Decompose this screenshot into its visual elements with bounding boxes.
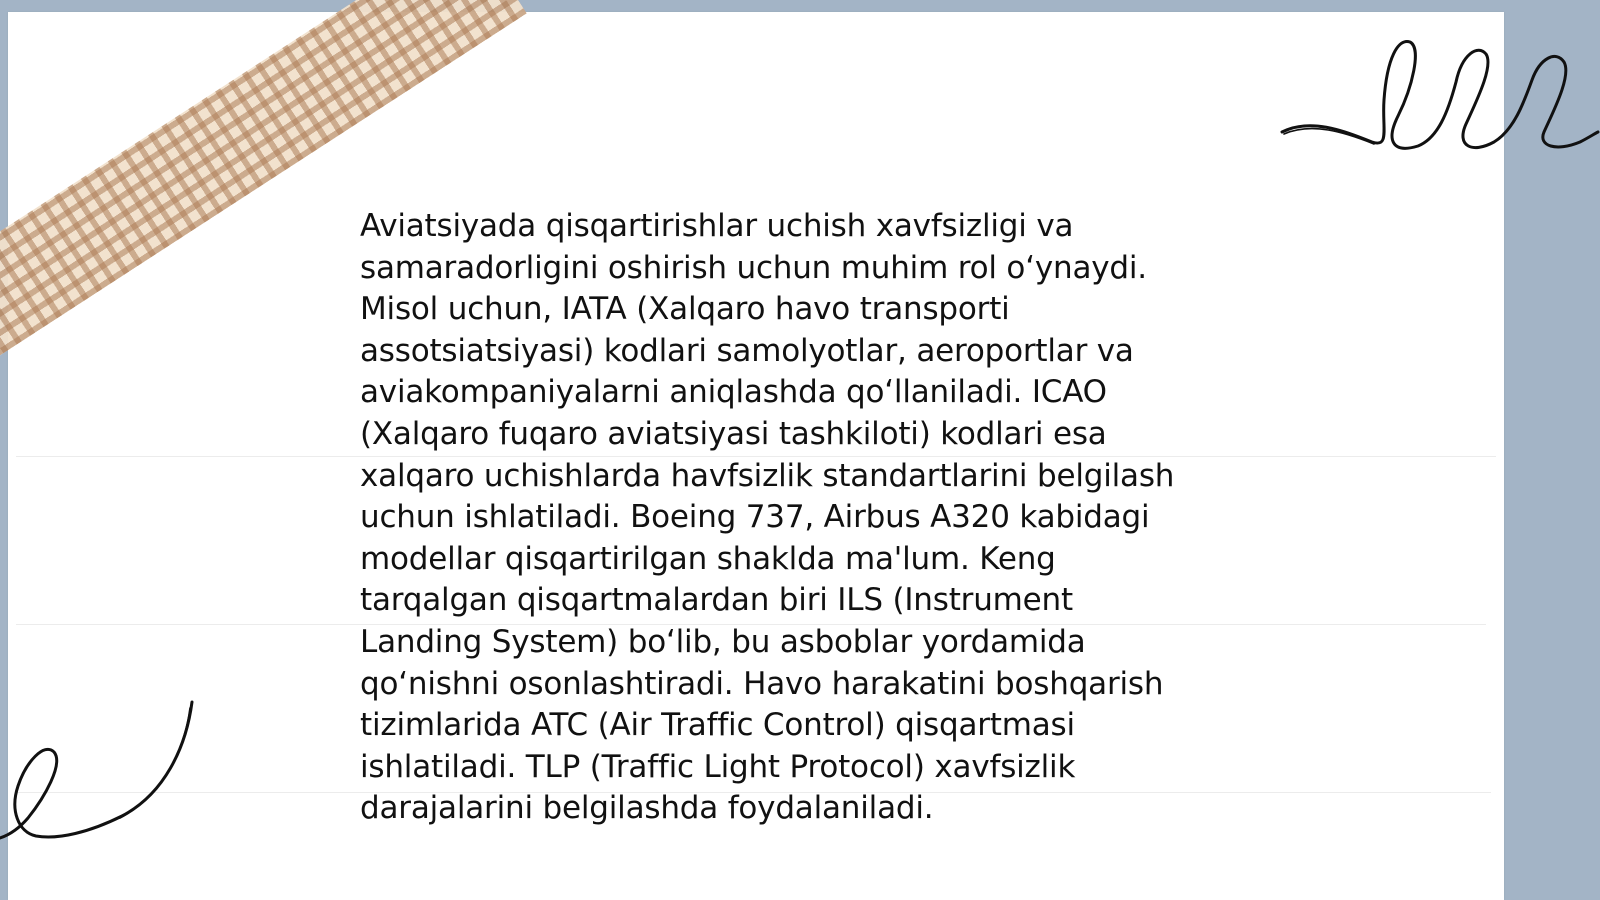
body-paragraph: Aviatsiyada qisqartirishlar uchish xavfsizligi va samaradorligini oshirish uchun muhim rol o‘ynaydi. Misol uchun, IATA (Xalqaro havo transporti assotsiatsiyasi) kodlari samolyotlar, aeroportlar va aviakompaniyalarni aniqlashda qo‘llaniladi. ICAO (Xalqaro fuqaro aviatsiyasi tashkiloti) kodlari esa xalqaro uchishlarda havfsizlik standartlarini belgilash uchun ishlatiladi. Boeing 737, Airbus A320 kabidagi modellar qisqartirilgan shaklda ma'lum. Keng tarqalgan qisqartmalardan biri ILS (Instrument Landing System) bo‘lib, bu asboblar yordamida qo‘nishni osonlashtiradi. Havo harakatini boshqarish tizimlarida ATC (Air Traffic Control) qisqartmasi ishlatiladi. TLP (Traffic Light Protocol) xavfsizlik darajalarini belgilashda foydalaniladi.: [360, 208, 1175, 827]
loop-scribble-icon: [1280, 30, 1600, 160]
swoosh-scribble-icon: [0, 690, 200, 850]
